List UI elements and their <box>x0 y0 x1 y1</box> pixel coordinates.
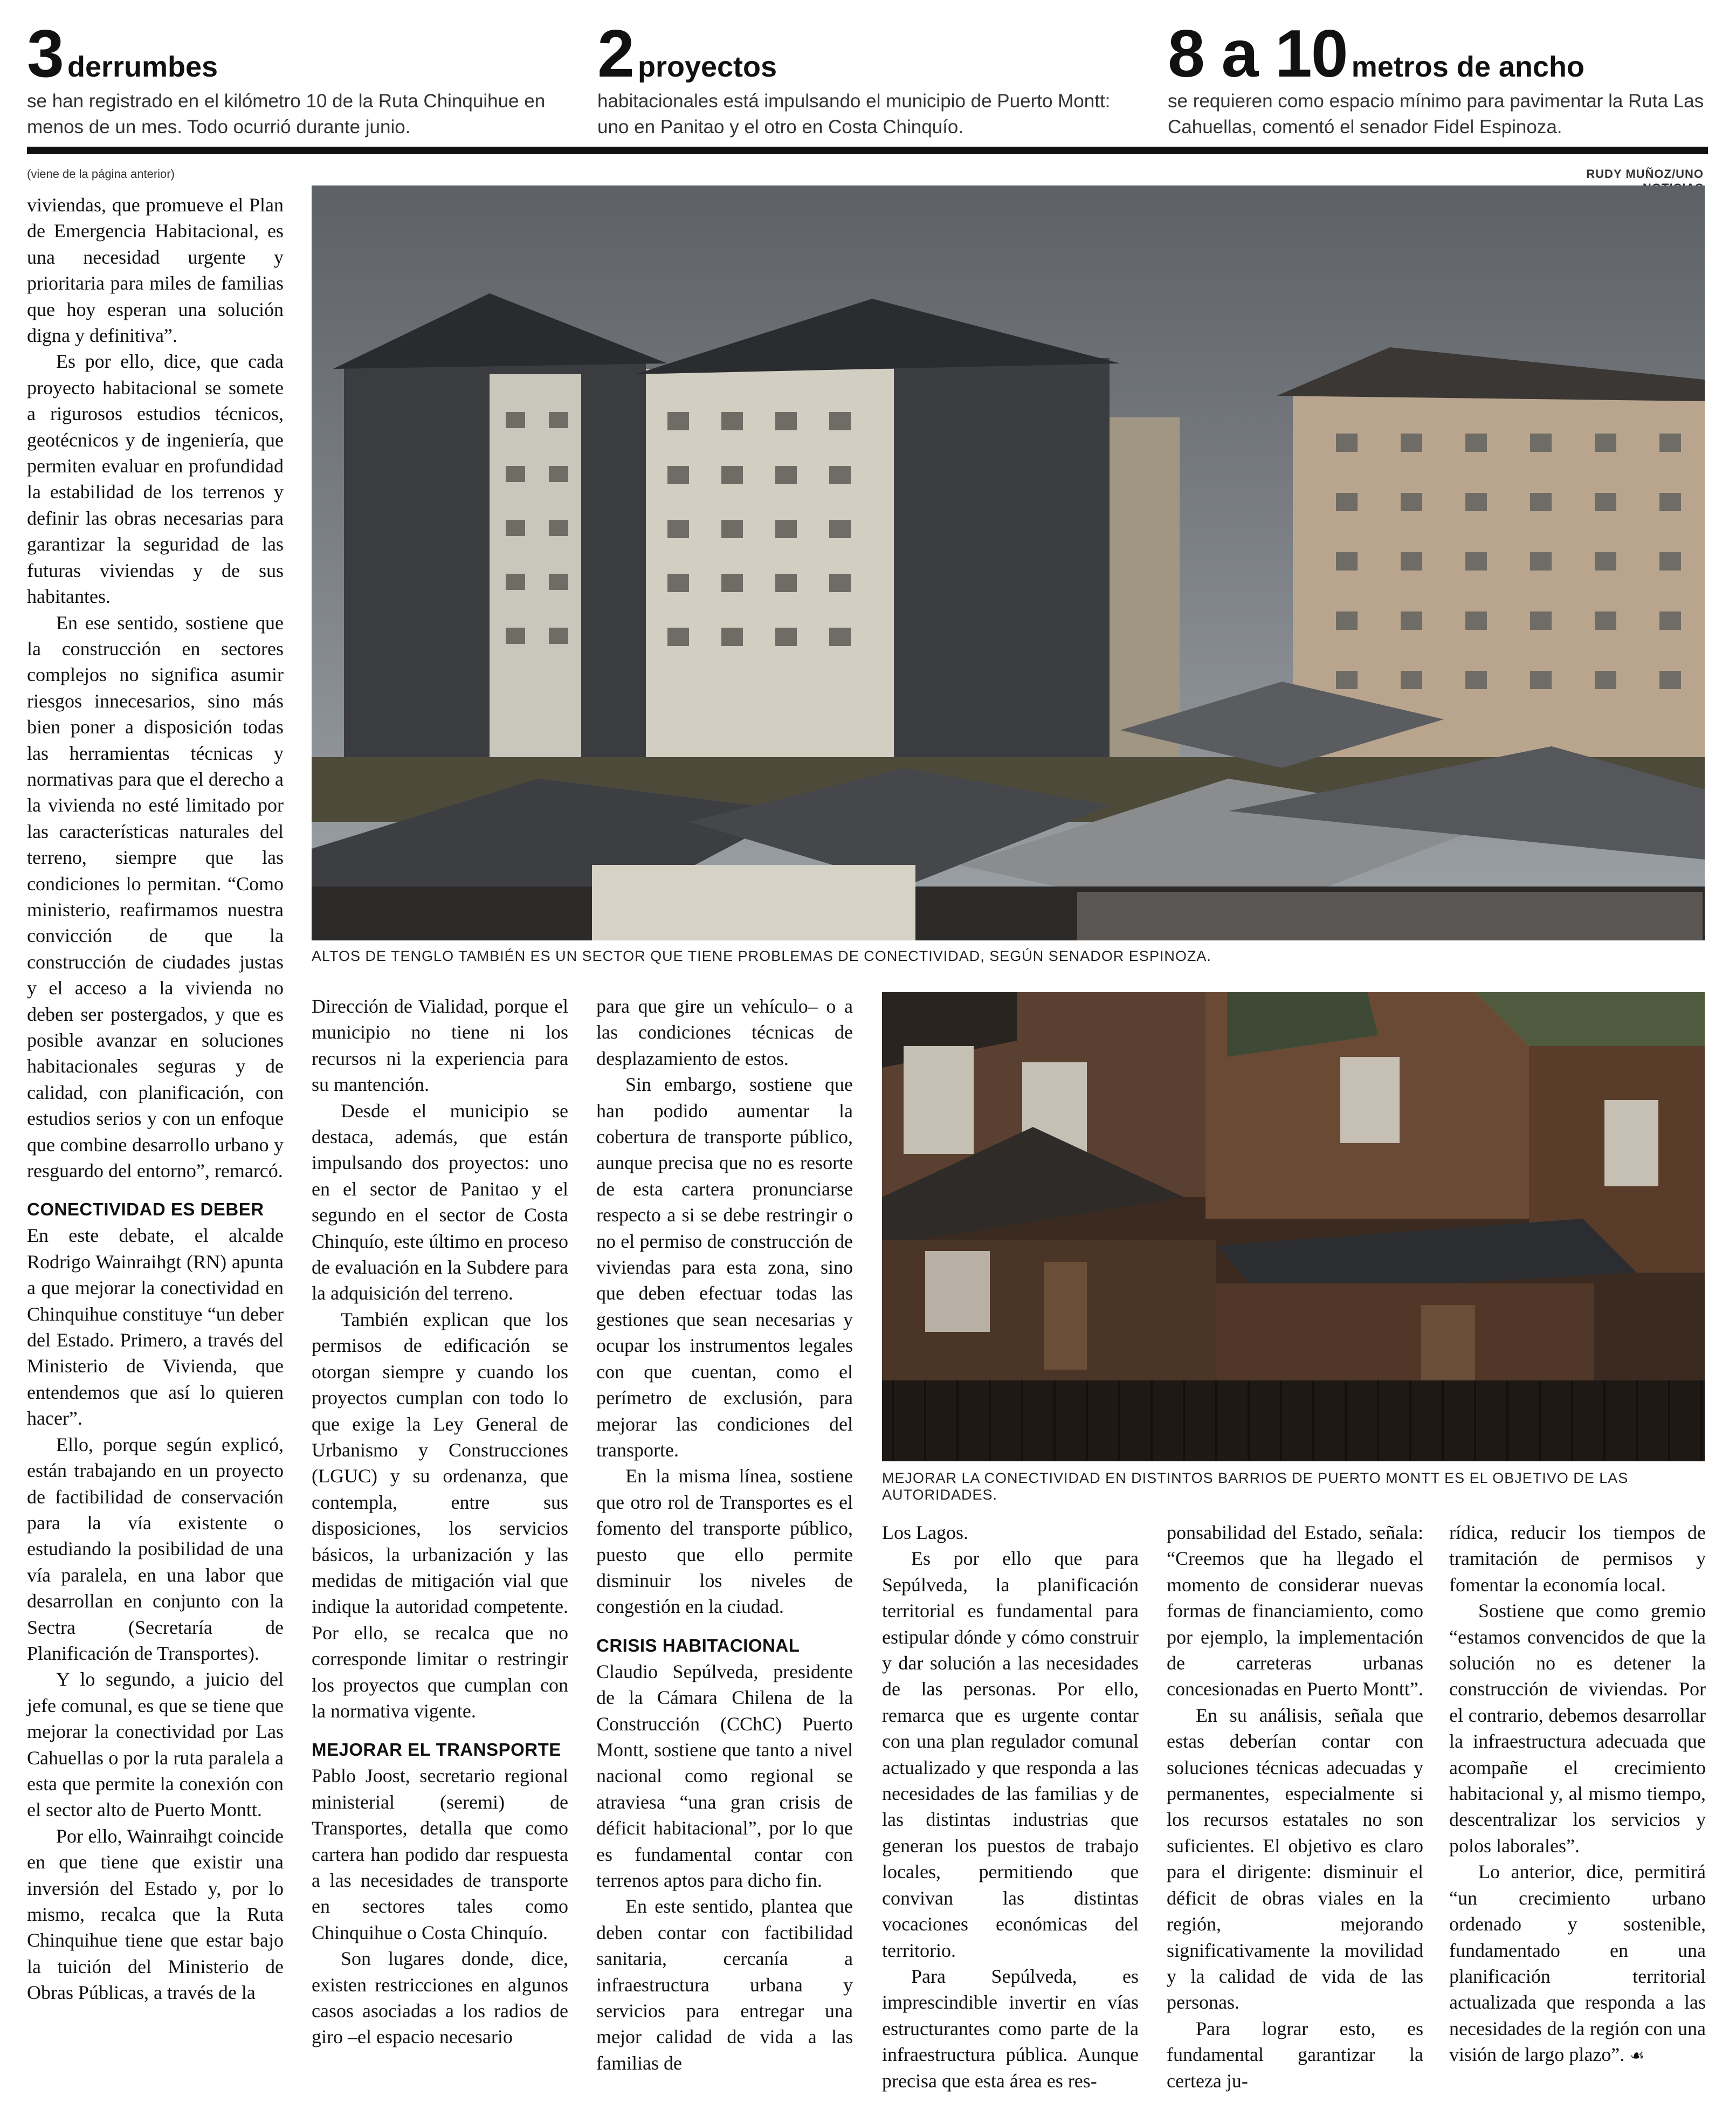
article-column-2 <box>312 993 568 2050</box>
stat-number: 8 a 10 <box>1168 17 1347 91</box>
subheading-transporte: MEJORAR EL TRANSPORTE <box>312 1740 561 1760</box>
stat-metros <box>1168 17 1707 140</box>
stat-number: 3 <box>27 17 63 91</box>
paragraph: Por ello, Wainraihgt coincide en que tiene que existir una inversión del Estado y, por lo mismo, recalca que la Ruta Chinquihue tiene que estar bajo la tuición del Ministerio de Obras Públicas, a través de la <box>27 1825 284 2004</box>
stat-description: habitacionales está impulsando el municipio de Puerto Montt: uno en Panitao y el otro en Costa Chinquío. <box>597 91 1111 138</box>
stat-word: metros de ancho <box>1351 51 1585 83</box>
paragraph: Claudio Sepúlveda, presidente de la Cámara Chilena de la Construcción (CChC) Puerto Montt, sostiene que tanto a nivel nacional como regional se atraviesa “una gran crisis de déficit habitacional”, por lo que es fundamental contar con terrenos aptos para dicho fin. <box>596 1660 853 1891</box>
subheading-conectividad: CONECTIVIDAD ES DEBER <box>27 1199 264 1220</box>
article-column-3 <box>596 993 853 2076</box>
paragraph: Para lograr esto, es fundamental garantizar la certeza ju- <box>1167 2017 1423 2092</box>
paragraph: Dirección de Vialidad, porque el municipio no tiene ni los recursos ni la experiencia para su mantención. <box>312 995 568 1096</box>
wooden-houses-illustration <box>882 992 1705 1461</box>
article-column-6 <box>1449 1520 1706 2070</box>
subheading-crisis: CRISIS HABITACIONAL <box>596 1635 800 1655</box>
paragraph: para que gire un vehículo– o a las condiciones técnicas de desplazamiento de estos. <box>596 995 853 1069</box>
stat-word: derrumbes <box>67 51 218 83</box>
paragraph: En este sentido, plantea que deben contar con factibilidad sanitaria, cercanía a infraestructura urbana y servicios para entregar una mejor calidad de vida a las familias de <box>596 1895 853 2074</box>
stat-number: 2 <box>597 17 633 91</box>
article-column-5 <box>1167 1520 1423 2094</box>
paragraph: viviendas, que promueve el Plan de Emergencia Habitacional, es una necesidad urgente y prioritaria para miles de familias que hoy esperan una solución digna y definitiva”. <box>27 194 284 347</box>
paragraph: También explican que los permisos de edificación se otorgan siempre y cuando los proyectos cumplan con todo lo que exige la Ley General de Urbanismo y Construcciones (LGUC) y su ordenanza, que contempla, entre sus disposiciones, los servicios básicos, la urbanización y las medidas de mitigación vial que indique la autoridad competente. Por ello, se recalca que no corresponde limitar o restringir los proyectos que cumplan con la normativa vigente. <box>312 1308 568 1722</box>
paragraph: Sostiene que como gremio “estamos convencidos de que la solución no es detener la construcción de viviendas. Por el contrario, debemos desarrollar la infraestructura adecuada que acompañe el crecimiento habitacional y, al mismo tiempo, descentralizar los servicios y polos laborales”. <box>1449 1600 1706 1857</box>
paragraph: En este debate, el alcalde Rodrigo Wainraihgt (RN) apunta a que mejorar la conectividad en Chinquihue constituye “un deber del Estado. Primero, a través del Ministerio de Vivienda, que entendemos que así lo quieren hacer”. <box>27 1225 284 1430</box>
continued-note: (viene de la página anterior) <box>27 167 175 181</box>
paragraph: ponsabilidad del Estado, señala: “Creemos que ha llegado el momento de considerar nuevas formas de financiamiento, como por ejemplo, la implementación de carreteras urbanas concesionadas en Puerto Montt”. <box>1167 1522 1423 1700</box>
paragraph: En ese sentido, sostiene que la construcción en sectores complejos no significa asumir riesgos innecesarios, sino más bien poner a disposición todas las herramientas técnicas y normativas para que el derecho a la vivienda no esté limitado por las características naturales del terreno, siempre que las condiciones lo permitan. “Como ministerio, reafirmamos nuestra convicción de que la construcción de ciudades justas y el acceso a la vivienda no deben ser postergados, y que es posible avanzar en soluciones habitacionales seguras y de calidad, con planificación, con estudios serios y con un enfoque que combine desarrollo urbano y resguardo del entorno”, remarcó. <box>27 611 284 1182</box>
paragraph-text: Lo anterior, dice, permitirá “un crecimiento urbano ordenado y sostenible, fundamentado en una planificación territorial actualizada que responda a las necesidades de la región con una visión de largo plazo”. <box>1449 1861 1706 2066</box>
paragraph: Y lo segundo, a juicio del jefe comunal, es que se tiene que mejorar la conectividad por Las Cahuellas o por la ruta paralela a esta que permite la conexión con el sector alto de Puerto Montt. <box>27 1668 284 1821</box>
paragraph <box>1449 1859 1706 2069</box>
photo1-caption: ALTOS DE TENGLO TAMBIÉN ES UN SECTOR QUE TIENE PROBLEMAS DE CONECTIVIDAD, SEGÚN SENADOR ESPINOZA. <box>312 948 1211 964</box>
paragraph: rídica, reducir los tiempos de tramitación de permisos y fomentar la economía local. <box>1449 1522 1706 1596</box>
article-column-4 <box>882 1520 1139 2094</box>
article-column-1 <box>27 192 284 2006</box>
paragraph: Sin embargo, sostiene que han podido aumentar la cobertura de transporte público, aunque precisa que no es resorte de esta cartera pronunciarse respecto a si se debe restringir o no el permiso de construcción de viviendas para esta zona, sino que deben efectuar todas las gestiones que sean necesarias y ocupar los instrumentos legales con que cuentan, como el perímetro de exclusión, para mejorar las condiciones del transporte. <box>596 1074 853 1461</box>
paragraph: Los Lagos. <box>882 1522 968 1543</box>
stat-description: se requieren como espacio mínimo para pavimentar la Ruta Las Cahuellas, comentó el senador Fidel Espinoza. <box>1168 91 1704 138</box>
paragraph: En su análisis, señala que estas deberían contar con soluciones técnicas adecuadas y permanentes, especialmente si los recursos estatales no son suficientes. El objetivo es claro para el dirigente: disminuir el déficit de obras viales en la región, mejorando significativamente la movilidad y la calidad de vida de las personas. <box>1167 1704 1423 2013</box>
paragraph: Es por ello que para Sepúlveda, la planificación territorial es fundamental para estipular dónde y cómo construir y dar solución a las necesidades de las personas. Por ello, remarca que es urgente contar con una plan regulador comunal actualizado y que responda a las necesidades de las familias y de las distintas industrias que generan los puestos de trabajo locales, permitiendo que convivan las distintas vocaciones económicas del territorio. <box>882 1548 1139 1961</box>
paragraph: Ello, porque según explicó, están trabajando en un proyecto de factibilidad de conservación para la vía existente o estudiando la posibilidad de una vía paralela, en una labor que desarrollan en conjunto con la Sectra (Secretaría de Planificación de Transportes). <box>27 1433 284 1664</box>
stat-derrumbes <box>27 17 566 140</box>
stat-word: proyectos <box>637 51 777 83</box>
paragraph: En la misma línea, sostiene que otro rol de Transportes es el fomento del transporte público, puesto que ello permite disminuir los niveles de congestión en la ciudad. <box>596 1465 853 1618</box>
stat-proyectos <box>597 17 1136 140</box>
housing-photo-illustration <box>312 185 1705 940</box>
paragraph: Pablo Joost, secretario regional ministerial (seremi) de Transportes, detalla que como cartera han podido dar respuesta a las necesidades de transporte en sectores tales como Chinquihue o Costa Chinquío. <box>312 1765 568 1943</box>
photo2-caption: MEJORAR LA CONECTIVIDAD EN DISTINTOS BARRIOS DE PUERTO MONTT ES EL OBJETIVO DE LAS AUTORIDADES. <box>882 1470 1629 1503</box>
end-mark-icon: ☙ <box>1630 2046 1645 2066</box>
photo-altos-de-tenglo <box>312 185 1705 940</box>
paragraph: Desde el municipio se destaca, además, que están impulsando dos proyectos: uno en el sector de Panitao y el segundo en el sector de Costa Chinquío, este último en proceso de evaluación en la Subdere para la adquisición del terreno. <box>312 1099 568 1304</box>
stat-description: se han registrado en el kilómetro 10 de la Ruta Chinquihue en menos de un mes. Todo ocurrió durante junio. <box>27 91 546 138</box>
header-rule <box>27 147 1708 154</box>
photo-credit: RUDY MUÑOZ/UNO <box>1586 167 1704 181</box>
photo-puerto-montt-barrios <box>882 992 1705 1461</box>
paragraph: Son lugares donde, dice, existen restricciones en algunos casos asociadas a los radios de giro –el espacio necesario <box>312 1948 568 2048</box>
paragraph: Es por ello, dice, que cada proyecto habitacional se somete a rigurosos estudios técnicos, geotécnicos y de ingeniería, que permiten evaluar en profundidad la estabilidad de los terrenos y definir las obras necesarias para garantizar la seguridad de las futuras viviendas y de sus habitantes. <box>27 350 284 608</box>
paragraph: Para Sepúlveda, es imprescindible invertir en vías estructurantes como parte de la infraestructura pública. Aunque precisa que esta área es res- <box>882 1965 1139 2092</box>
